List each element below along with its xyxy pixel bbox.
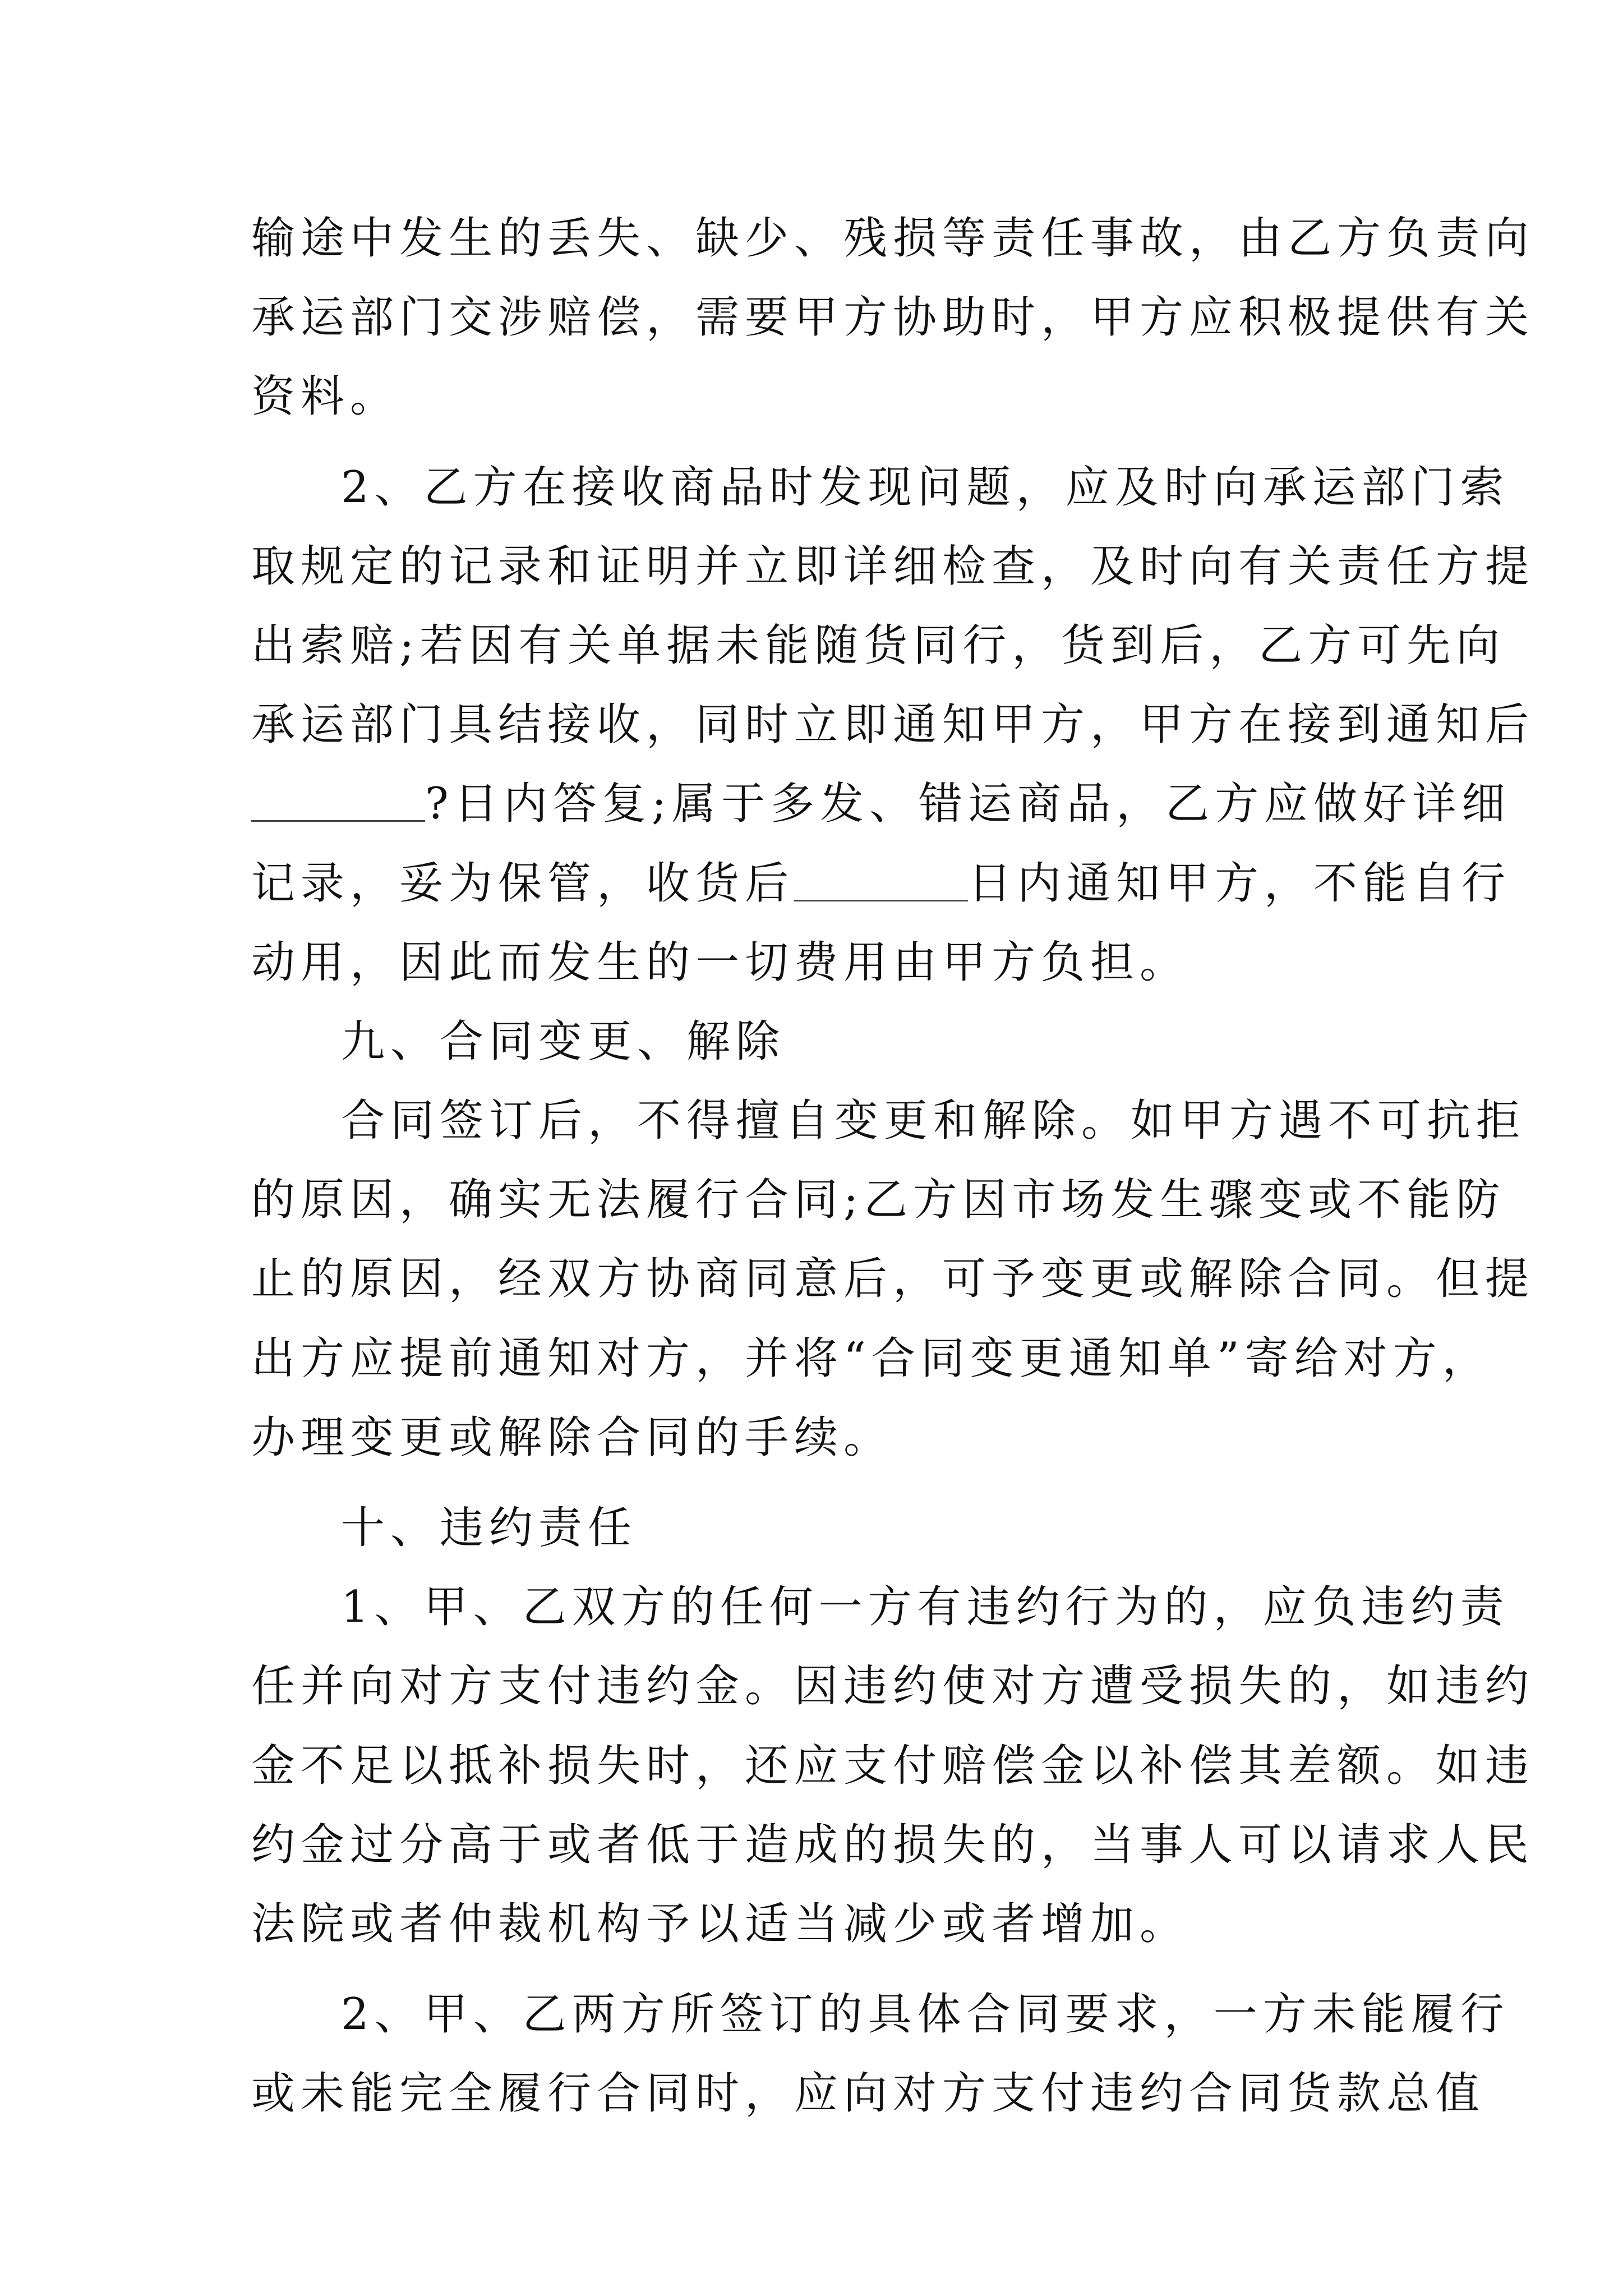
section-heading-10: 十、违约责任 xyxy=(341,1503,638,1553)
text-line: 1、甲、乙双方的任何一方有违约行为的，应负违约责 xyxy=(341,1582,1510,1633)
text-line: 输途中发生的丢失、缺少、残损等责任事故，由乙方负责向 xyxy=(251,213,1535,264)
text-segment: 日内通知甲方，不能自行 xyxy=(968,858,1511,909)
text-line: 任并向对方支付违约金。因违约使对方遭受损失的，如违约 xyxy=(251,1661,1535,1712)
text-line: 止的原因，经双方协商同意后，可予变更或解除合同。但提 xyxy=(251,1254,1535,1305)
text-line: 出索赔;若因有关单据未能随货同行，货到后，乙方可先向 xyxy=(251,620,1506,671)
paragraph-section-10-2 xyxy=(251,1975,1510,2133)
text-line: 或未能完全履行合同时，应向对方支付违约合同货款总值 xyxy=(251,2068,1486,2119)
text-line: 的原因，确实无法履行合同;乙方因市场发生骤变或不能防 xyxy=(251,1175,1506,1226)
fill-in-blank xyxy=(251,786,425,822)
paragraph-continuation xyxy=(251,199,1535,437)
text-line: 资料。 xyxy=(251,371,400,422)
text-line: 法院或者仲裁机构予以适当减少或者增加。 xyxy=(251,1898,1189,1949)
text-line: 办理变更或解除合同的手续。 xyxy=(251,1412,893,1463)
text-segment: ?日内答复;属于多发、错运商品，乙方应做好详细 xyxy=(425,779,1511,830)
paragraph-section-10-1 xyxy=(251,1568,1535,1964)
text-segment: 记录，妥为保管，收货后 xyxy=(251,858,795,909)
text-line: 承运部门具结接收，同时立即通知甲方，甲方在接到通知后 xyxy=(251,700,1535,751)
text-line: 2、甲、乙两方所签订的具体合同要求，一方未能履行 xyxy=(341,1989,1510,2040)
text-line: 合同签订后，不得擅自变更和解除。如甲方遇不可抗拒 xyxy=(341,1096,1526,1147)
paragraph-section-9 xyxy=(251,1082,1535,1478)
text-line: 取规定的记录和证明并立即详细检查，及时向有关责任方提 xyxy=(251,541,1535,592)
document-body xyxy=(251,199,1535,2134)
text-line: 动用，因此而发生的一切费用由甲方负担。 xyxy=(251,937,1189,988)
text-line: 金不足以抵补损失时，还应支付赔偿金以补偿其差额。如违 xyxy=(251,1740,1535,1791)
text-line: 2、乙方在接收商品时发现问题，应及时向承运部门索 xyxy=(341,462,1510,513)
text-line: 约金过分高于或者低于造成的损失的，当事人可以请求人民 xyxy=(251,1819,1535,1870)
text-line-with-blank xyxy=(251,765,1511,844)
section-heading-9: 九、合同变更、解除 xyxy=(341,1016,786,1067)
fill-in-blank xyxy=(794,866,968,901)
text-line: 承运部门交涉赔偿，需要甲方协助时，甲方应积极提供有关 xyxy=(251,292,1535,343)
text-line: 出方应提前通知对方，并将“合同变更通知单”寄给对方， xyxy=(251,1333,1492,1384)
paragraph-clause-8-2 xyxy=(251,448,1535,1002)
text-line-with-blank xyxy=(251,844,1511,923)
